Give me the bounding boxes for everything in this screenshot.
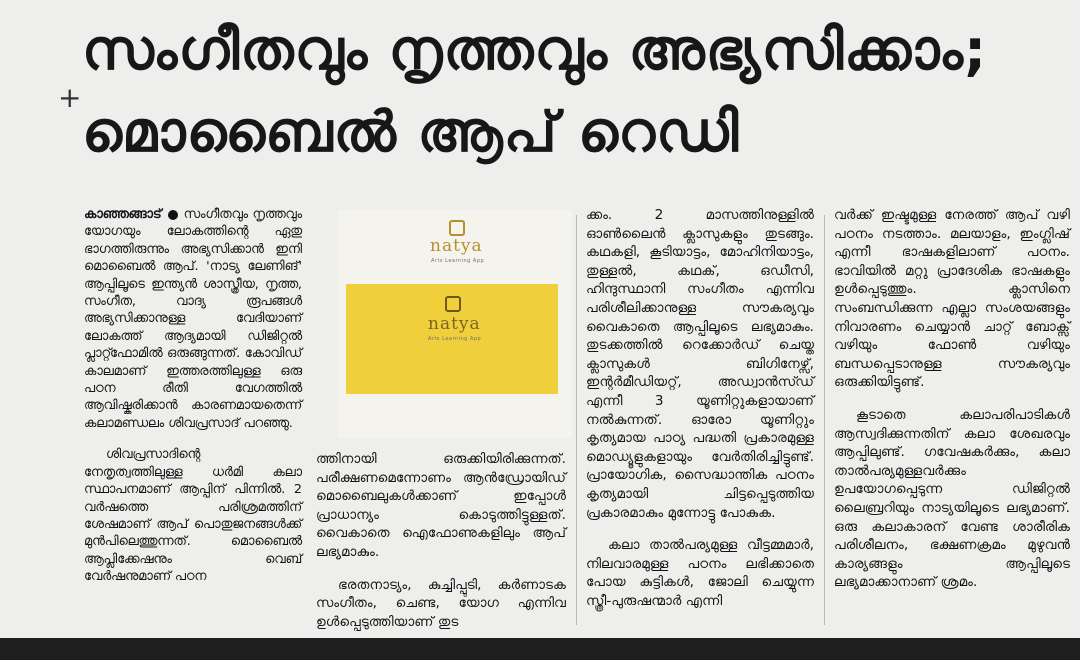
- logo-wordmark-card: natya: [428, 314, 481, 334]
- column-divider: [824, 215, 825, 625]
- registration-mark: +: [58, 81, 82, 114]
- article-paragraph: ക്കം. 2 മാസത്തിനുള്ളിൽ ഓൺലൈൻ ക്ലാസുകളും തുടങ്ങും. കഥകളി, കൂടിയാട്ടം, മോഹിനിയാട്ടം, തുള്ളൽ, കഥക്, ഒഡീസി, ഹിന്ദുസ്ഥാനി സംഗീതം എന്നിവ പരിശീലിക്കാനുള്ള സൗകര്യവും വൈകാതെ ആപ്പിലൂടെ ലഭ്യമാകും. തുടക്കത്തിൽ റെക്കോർഡ് ചെയ്ത ക്ലാസുകൾ ബിഗിനേഴ്സ്, ഇന്റർമീഡിയറ്റ്, അഡ്വാൻസ്ഡ് എന്നീ 3 യൂണിറ്റുകളായാണ് നൽകുന്നത്. ഓരോ യൂണിറ്റും കൃത്യമായ പാഠ്യ പദ്ധതി പ്രകാരമുള്ള മൊഡ്യൂളുകളായും വേർതിരിച്ചിട്ടുണ്ട്. പ്രായോഗിക, സൈദ്ധാന്തിക പഠനം കൃത്യമായി ചിട്ടപ്പെടുത്തിയ പ്രകാരമാകും മുന്നോട്ടു പോകുക.: [586, 207, 814, 521]
- headline-line-1: സംഗീതവും നൃത്തവും അഭ്യസിക്കാം;: [82, 18, 988, 83]
- natya-logo-icon: [449, 220, 465, 236]
- article-paragraph: ശിവപ്രസാദിന്റെ നേതൃത്വത്തിലുള്ള ധർമി കലാ സ്ഥാപനമാണ് ആപ്പിന് പിന്നിൽ. 2 വർഷത്തെ പരിശ്രമത്തിന് ശേഷമാണ് ആപ് പൊതുജനങ്ങൾക്ക് മുൻപിലെത്തുന്നത്. മൊബൈൽ ആപ്ലിക്കേഷനും വെബ് വേർഷനുമാണ് പഠന: [84, 447, 302, 585]
- article-column-2: [316, 450, 566, 631]
- app-splash-card: [346, 284, 558, 394]
- article-column-3: [586, 206, 814, 610]
- article-paragraph: വർക്ക് ഇഷ്ടമുള്ള നേരത്ത് ആപ് വഴി പഠനം നടത്താം. മലയാളം, ഇംഗ്ലിഷ് എന്നീ ഭാഷകളിലാണ് പഠനം. ഭാവിയിൽ മറ്റു പ്രാദേശിക ഭാഷകളും ഉൾപ്പെടുത്തും. ക്ലാസിനെ സംബന്ധിക്കുന്ന എല്ലാ സംശയങ്ങളും നിവാരണം ചെയ്യാൻ ചാറ്റ് ബോക്സ് വഴിയും ഫോൺ വഴിയും ബന്ധപ്പെടാനുള്ള സൗകര്യവും ഒരുക്കിയിട്ടുണ്ട്.: [834, 207, 1070, 391]
- logo-tagline-top: Arts Learning App: [431, 258, 485, 264]
- article-column-4: [834, 206, 1070, 592]
- column-divider: [576, 215, 577, 625]
- natya-logo-icon: [445, 296, 461, 312]
- logo-tagline-card: Arts Learning App: [428, 336, 482, 342]
- headline-line-2: മൊബൈൽ ആപ് റെഡി: [82, 100, 740, 165]
- article-paragraph: കൂടാതെ കലാപരിപാടികൾ ആസ്വദിക്കുന്നതിന് കലാ ശേഖരവും ആപ്പിലുണ്ട്. ഗവേഷകർക്കും, കലാ താൽപര്യമുള്ളവർക്കും ഉപയോഗപ്പെടുന്ന ഡിജിറ്റൽ ലൈബ്രറിയും നാട്യയിലൂടെ ലഭ്യമാണ്. ഒരു കലാകാരന് വേണ്ട ശാരീരിക പരിശീലനം, ഭക്ഷണക്രമം മുഴുവൻ കാര്യങ്ങളും ആപ്പിലൂടെ ലഭ്യമാക്കാനാണ് ശ്രമം.: [834, 406, 1070, 591]
- page-bottom-edge: [0, 638, 1080, 660]
- article-column-1: [84, 206, 302, 586]
- dateline: കാഞ്ഞങ്ങാട്: [84, 207, 162, 222]
- article-paragraph: ത്തിനായി ഒരുക്കിയിരിക്കുന്നത്. പരീക്ഷണമെന്നോണം ആൻഡ്രോയിഡ് മൊബൈലുകൾക്കാണ് ഇപ്പോൾ പ്രാധാന്യം കൊടുത്തിട്ടുള്ളത്. വൈകാതെ ഐഫോണുകളിലും ആപ് ലഭ്യമാകും.: [316, 451, 566, 560]
- paragraph-text: സംഗീതവും നൃത്തവും യോഗയും ലോകത്തിന്റെ ഏതു ഭാഗത്തിരുന്നും അഭ്യസിക്കാൻ ഇനി മൊബൈൽ ആപ്. 'നാട്യ ലേണിങ്' ആപ്പിലൂടെ ഇന്ത്യൻ ശാസ്ത്രീയ, നൃത്ത, സംഗീത, വാദ്യ രൂപങ്ങൾ അഭ്യസിക്കാനുള്ള വേദിയാണ് ലോകത്ത് ആദ്യമായി ഡിജിറ്റൽ പ്ലാറ്റ്ഫോമിൽ ഒരുങ്ങുന്നത്. കോവിഡ് കാലമാണ് ഇത്തരത്തിലുള്ള ഒരു പഠന രീതി വേഗത്തിൽ ആവിഷ്കരിക്കാൻ കാരണമായതെന്ന് കലാമണ്ഡലം ശിവപ്രസാദ് പറഞ്ഞു.: [84, 207, 302, 431]
- article-paragraph: കലാ താൽപര്യമുള്ള വീട്ടമ്മമാർ, നിലവാരമുള്ള പഠനം ലഭിക്കാതെ പോയ കുട്ടികൾ, ജോലി ചെയ്യുന്ന സ്ത്രീ-പുരുഷന്മാർ എന്നി: [586, 537, 814, 609]
- article-paragraph: ഭരതനാട്യം, കുച്ചിപ്പുടി, കർണാടക സംഗീതം, ചെണ്ട, യോഗ എന്നിവ ഉൾപ്പെടുത്തിയാണ് തുട: [316, 576, 566, 630]
- article-paragraph: [84, 206, 302, 432]
- logo-wordmark-top: natya: [430, 236, 483, 256]
- bullet-dot-icon: [168, 210, 178, 220]
